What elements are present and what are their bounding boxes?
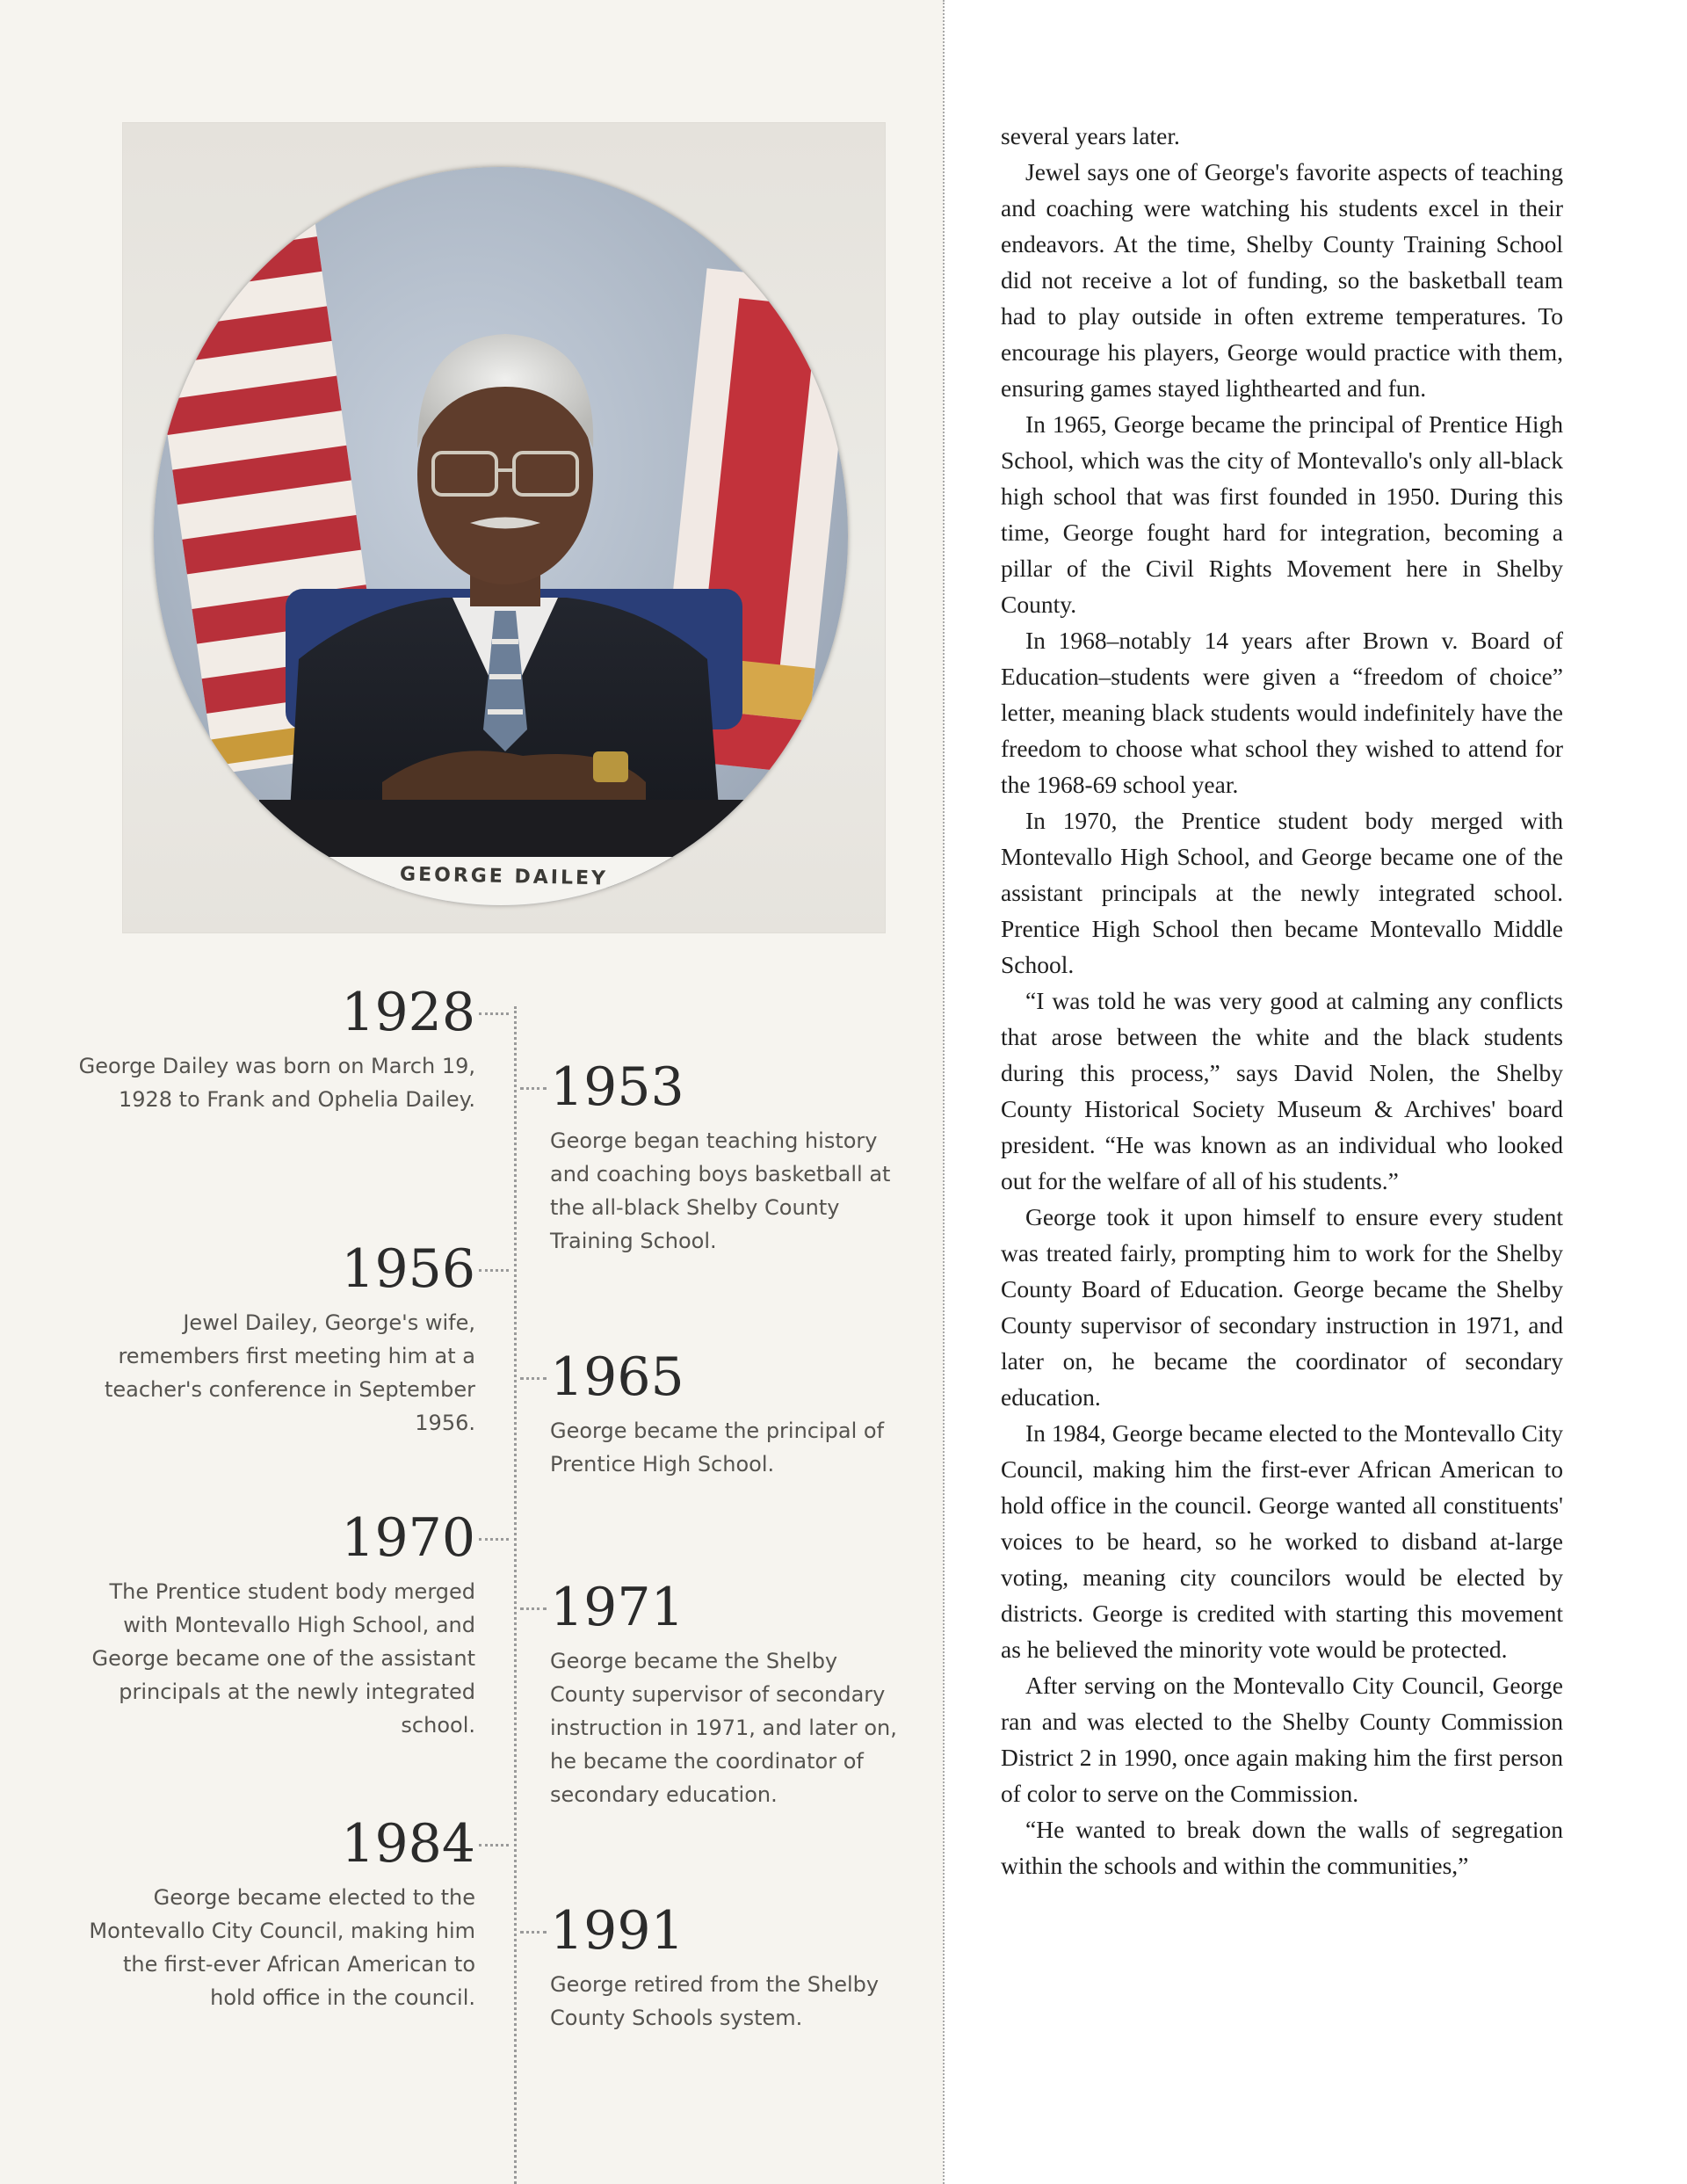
article-paragraph: “I was told he was very good at calming any conflicts that arose between the white and the black students during this process,” says David Nolen, the Shelby County Historical Society Museum & Archives' board president. “He was known as an individual who looked out for the welfare of all of his students.” xyxy=(1001,987,1563,1194)
timeline-event-1984 xyxy=(71,1813,475,2014)
timeline-event-1971 xyxy=(550,1577,919,1811)
timeline-description: George began teaching history and coaching boys basketball at the all-black Shelby County Training School. xyxy=(550,1128,891,1253)
timeline-year: 1956 xyxy=(341,1238,475,1300)
timeline-event-1953 xyxy=(550,1056,919,1258)
article-paragraph: In 1968–notably 14 years after Brown v. Board of Education–students were given a “freedom of choice” letter, meaning black students would indefinitely have the freedom to choose what school they wished to attend for the 1968-69 school year. xyxy=(1001,627,1563,798)
timeline-description: George Dailey was born on March 19, 1928 to Frank and Ophelia Dailey. xyxy=(78,1054,475,1112)
timeline-description: George became the Shelby County supervisor of secondary instruction in 1971, and later on, he became the coordinator of secondary education. xyxy=(550,1649,897,1807)
article-paragraph: After serving on the Montevallo City Council, George ran and was elected to the Shelby County Commission District 2 in 1990, once again making him the first person of color to serve on the Commission. xyxy=(1001,1672,1563,1807)
timeline-description: George became elected to the Montevallo City Council, making him the first-ever African American to hold office in the council. xyxy=(89,1885,475,2010)
timeline-description: George retired from the Shelby County Schools system. xyxy=(550,1972,880,2030)
article-paragraph: “He wanted to break down the walls of segregation within the schools and within the communities,” xyxy=(1001,1816,1563,1879)
timeline-axis xyxy=(514,1006,517,2184)
article-body xyxy=(1001,118,1563,1883)
timeline-event-1970 xyxy=(71,1507,475,1742)
portrait-photo xyxy=(123,123,885,932)
article-paragraph: several years later. xyxy=(1001,122,1180,149)
timeline-event-1991 xyxy=(550,1900,919,2035)
timeline-year: 1965 xyxy=(550,1346,684,1408)
nameplate: GEORGE DAILEY xyxy=(399,863,609,890)
timeline-event-1965 xyxy=(550,1346,919,1481)
timeline-year: 1971 xyxy=(550,1577,684,1638)
column-divider xyxy=(943,0,945,2184)
timeline-year: 1991 xyxy=(550,1900,684,1962)
timeline-event-1928 xyxy=(71,982,475,1116)
article-paragraph: In 1970, the Prentice student body merged with Montevallo High School, and George became one of the assistant principals at the newly integrated school. Prentice High School then became Montevallo Middle School. xyxy=(1001,807,1563,978)
article-paragraph: In 1984, George became elected to the Montevallo City Council, making him the first-ever African American to hold office in the council. George wanted all constituents' voices to be heard, so he worked to disband at-large voting, meaning city councilors would be elected by districts. George is credited with starting this movement as he believed the minority vote would be protected. xyxy=(1001,1419,1563,1663)
article-paragraph: George took it upon himself to ensure every student was treated fairly, prompting him to work for the Shelby County Board of Education. George became the Shelby County supervisor of secondary instruction in 1971, and later on, he became the coordinator of secondary education. xyxy=(1001,1203,1563,1411)
timeline-description: The Prentice student body merged with Montevallo High School, and George became one of the assistant principals at the newly integrated school. xyxy=(91,1579,475,1738)
article-paragraph: Jewel says one of George's favorite aspects of teaching and coaching were watching his students excel in their endeavors. At the time, Shelby County Training School did not receive a lot of funding, so the basketball team had to play outside in often extreme temperatures. To encourage his players, George would practice with them, ensuring games stayed lighthearted and fun. xyxy=(1001,158,1563,402)
portrait-oval xyxy=(154,167,848,905)
timeline-description: Jewel Dailey, George's wife, remembers first meeting him at a teacher's conference in September 1956. xyxy=(104,1310,475,1435)
timeline-event-1956 xyxy=(71,1238,475,1440)
timeline-description: George became the principal of Prentice High School. xyxy=(550,1419,885,1477)
portrait-illustration xyxy=(154,167,848,905)
timeline-year: 1928 xyxy=(341,982,475,1043)
article-paragraph: In 1965, George became the principal of Prentice High School, which was the city of Montevallo's only all-black high school that was first founded in 1950. During this time, George fought hard for integration, becoming a pillar of the Civil Rights Movement here in Shelby County. xyxy=(1001,410,1563,618)
timeline-year: 1953 xyxy=(550,1056,684,1118)
timeline-year: 1984 xyxy=(341,1813,475,1875)
timeline-year: 1970 xyxy=(341,1507,475,1569)
